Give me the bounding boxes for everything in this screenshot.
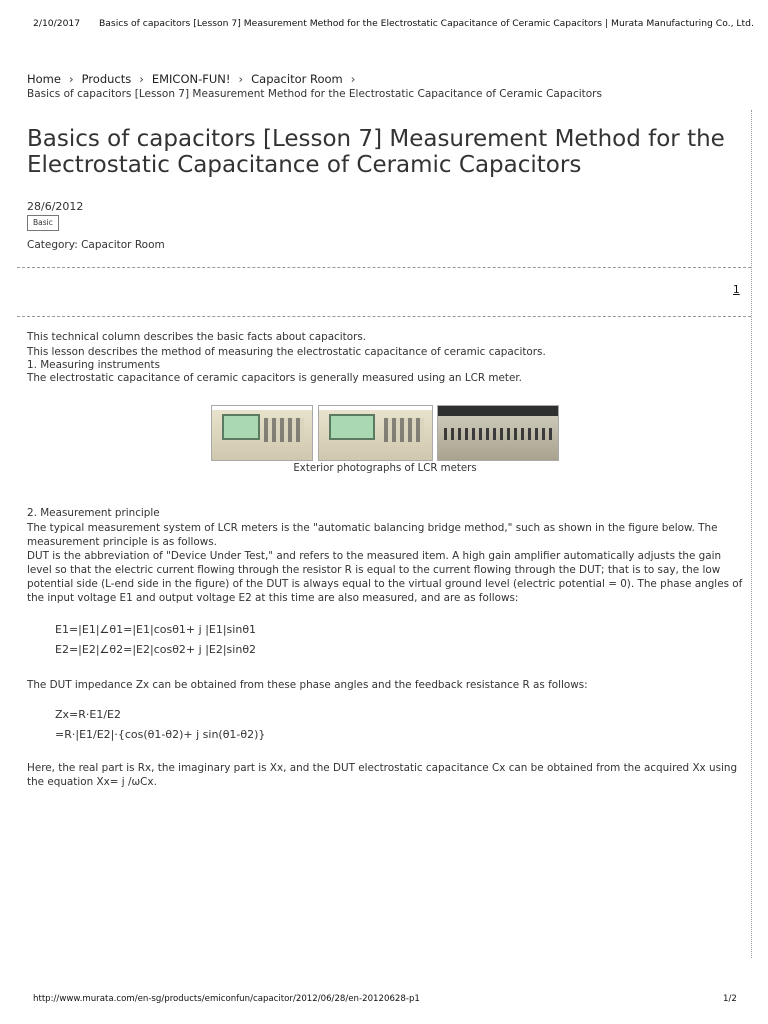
breadcrumb-current: Basics of capacitors [Lesson 7] Measurement Method for the Electrostatic Capacitance of Ceramic Capacitors <box>27 88 602 100</box>
formula-e1: E1=|E1|∠θ1=|E1|cosθ1+ j |E1|sinθ1 <box>55 623 257 636</box>
page-title: Basics of capacitors [Lesson 7] Measurement Method for the Electrostatic Capacitance of Ceramic Capacitors <box>27 126 725 178</box>
section-1-text: The electrostatic capacitance of ceramic capacitors is generally measured using an LCR meter. <box>27 372 522 384</box>
lcr-meter-photo-3 <box>437 405 559 461</box>
breadcrumb <box>27 72 363 86</box>
section-1-heading: 1. Measuring instruments <box>27 359 160 371</box>
photo-caption: Exterior photographs of LCR meters <box>293 463 477 474</box>
formula-zx-expanded: =R·|E1/E2|·{cos(θ1-θ2)+ j sin(θ1-θ2)} <box>55 728 266 741</box>
lcr-meter-photo-2 <box>318 405 433 461</box>
breadcrumb-home[interactable]: Home <box>27 72 61 86</box>
section-2-paragraph-4: Here, the real part is Rx, the imaginary part is Xx, and the DUT electrostatic capacitance Cx can be obtained from the acquired Xx using the equation Xx= j /ωCx. <box>27 762 738 788</box>
publish-date: 28/6/2012 <box>27 200 84 213</box>
lcr-meter-photos <box>211 405 559 461</box>
print-header <box>33 18 753 29</box>
breadcrumb-separator: › <box>139 72 144 86</box>
right-divider <box>751 110 752 958</box>
breadcrumb-capacitor-room[interactable]: Capacitor Room <box>251 72 343 86</box>
section-2-paragraph-2: DUT is the abbreviation of "Device Under Test," and refers to the measured item. A high gain amplifier automatically adjusts the gain level so that the electric current flowing through the resistor R is equal to the current flowing through the DUT; that is to say, the low potential side (L-end side in the figure) of the DUT is always equal to the virtual ground level (electric potential = 0). The phase angles of the input voltage E1 and output voltage E2 at this time are also measured, and are as follows: <box>27 550 743 604</box>
footer-page-number: 1/2 <box>723 994 737 1004</box>
breadcrumb-separator: › <box>238 72 244 86</box>
footer-url: http://www.murata.com/en-sg/products/emiconfun/capacitor/2012/06/28/en-20120628-p1 <box>33 994 420 1004</box>
divider-bottom <box>17 316 751 317</box>
page-link-1[interactable]: 1 <box>733 284 740 296</box>
category-label: Category: Capacitor Room <box>27 239 165 251</box>
section-2-heading: 2. Measurement principle <box>27 507 160 519</box>
formula-zx: Zx=R·E1/E2 <box>55 708 122 721</box>
formula-e2: E2=|E2|∠θ2=|E2|cosθ2+ j |E2|sinθ2 <box>55 643 257 656</box>
lcr-meter-photo-1 <box>211 405 313 461</box>
section-2-paragraph-1: The typical measurement system of LCR meters is the "automatic balancing bridge method," such as shown in the figure below. The measurement principle is as follows. <box>27 522 718 548</box>
breadcrumb-emicon-fun[interactable]: EMICON-FUN! <box>151 72 231 86</box>
intro-text-2: This lesson describes the method of measuring the electrostatic capacitance of ceramic capacitors. <box>27 346 546 358</box>
breadcrumb-products[interactable]: Products <box>81 72 132 86</box>
divider-top <box>17 267 751 268</box>
breadcrumb-separator: › <box>68 72 74 86</box>
print-title: Basics of capacitors [Lesson 7] Measurement Method for the Electrostatic Capacitance of Ceramic Capacitors | Murata Manufacturing Co., Ltd. <box>99 18 754 29</box>
level-badge[interactable]: Basic <box>27 215 59 231</box>
print-date: 2/10/2017 <box>33 18 81 29</box>
breadcrumb-separator: › <box>350 72 356 86</box>
intro-text-1: This technical column describes the basic facts about capacitors. <box>27 331 367 343</box>
section-2-paragraph-3: The DUT impedance Zx can be obtained from these phase angles and the feedback resistance R as follows: <box>27 679 588 691</box>
